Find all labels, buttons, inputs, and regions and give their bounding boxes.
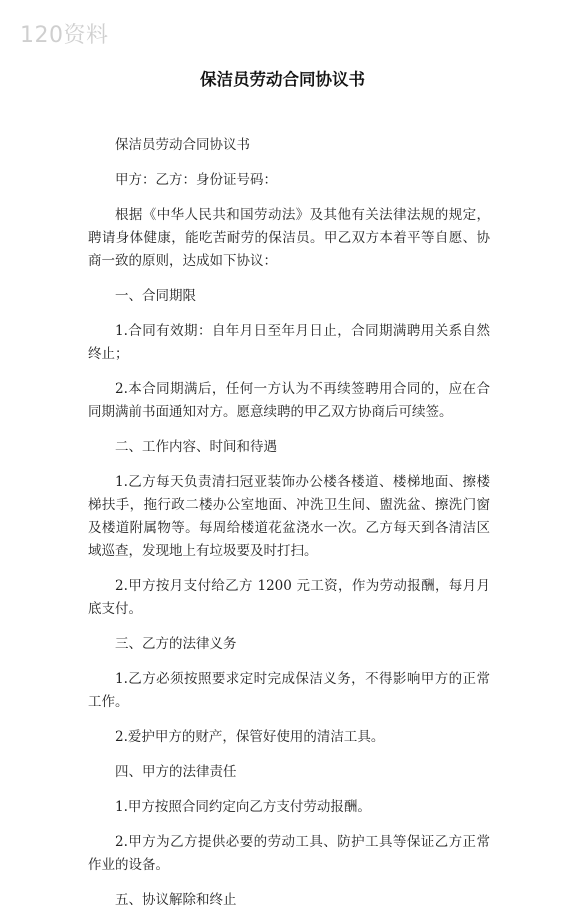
- section-heading-party-b: 三、乙方的法律义务: [115, 636, 237, 652]
- paragraph-parties: 甲方：乙方：身份证号码：: [115, 172, 277, 188]
- paragraph-heading: 保洁员劳动合同协议书: [115, 137, 250, 153]
- section-heading-work: 二、工作内容、时间和待遇: [115, 439, 277, 455]
- paragraph-preamble: 根据《中华人民共和国劳动法》及其他有关法律法规的规定，聘请身体健康，能吃苦耐劳的保洁员。甲乙双方本着平等自愿、协商一致的原则，达成如下协议：: [88, 207, 490, 269]
- clause-2-2: 2.甲方按月支付给乙方 1200 元工资，作为劳动报酬，每月月底支付。: [88, 578, 490, 617]
- document-title: 保洁员劳动合同协议书: [200, 70, 365, 89]
- section-heading-party-a: 四、甲方的法律责任: [115, 764, 237, 780]
- clause-3-1: 1.乙方必须按照要求定时完成保洁义务，不得影响甲方的正常工作。: [88, 671, 490, 710]
- document-body: [88, 134, 490, 924]
- clause-1-1: 1.合同有效期：自年月日至年月日止，合同期满聘用关系自然终止；: [88, 323, 490, 362]
- clause-2-1: 1.乙方每天负责清扫冠亚装饰办公楼各楼道、楼梯地面、擦楼梯扶手，拖行政二楼办公室地面、冲洗卫生间、盥洗盆、擦洗门窗及楼道附属物等。每周给楼道花盆浇水一次。乙方每天到各清洁区域巡查，发现地上有垃圾要及时打扫。: [88, 474, 490, 559]
- section-heading-termination: 五、协议解除和终止: [115, 892, 237, 908]
- clause-4-1: 1.甲方按照合同约定向乙方支付劳动报酬。: [115, 799, 371, 815]
- clause-3-2: 2.爱护甲方的财产，保管好使用的清洁工具。: [115, 729, 385, 745]
- clause-4-2: 2.甲方为乙方提供必要的劳动工具、防护工具等保证乙方正常作业的设备。: [88, 834, 490, 873]
- section-heading-term: 一、合同期限: [115, 288, 196, 304]
- clause-1-2: 2.本合同期满后，任何一方认为不再续签聘用合同的，应在合同期满前书面通知对方。愿意续聘的甲乙双方协商后可续签。: [88, 381, 490, 420]
- watermark: 120资料: [20, 23, 109, 48]
